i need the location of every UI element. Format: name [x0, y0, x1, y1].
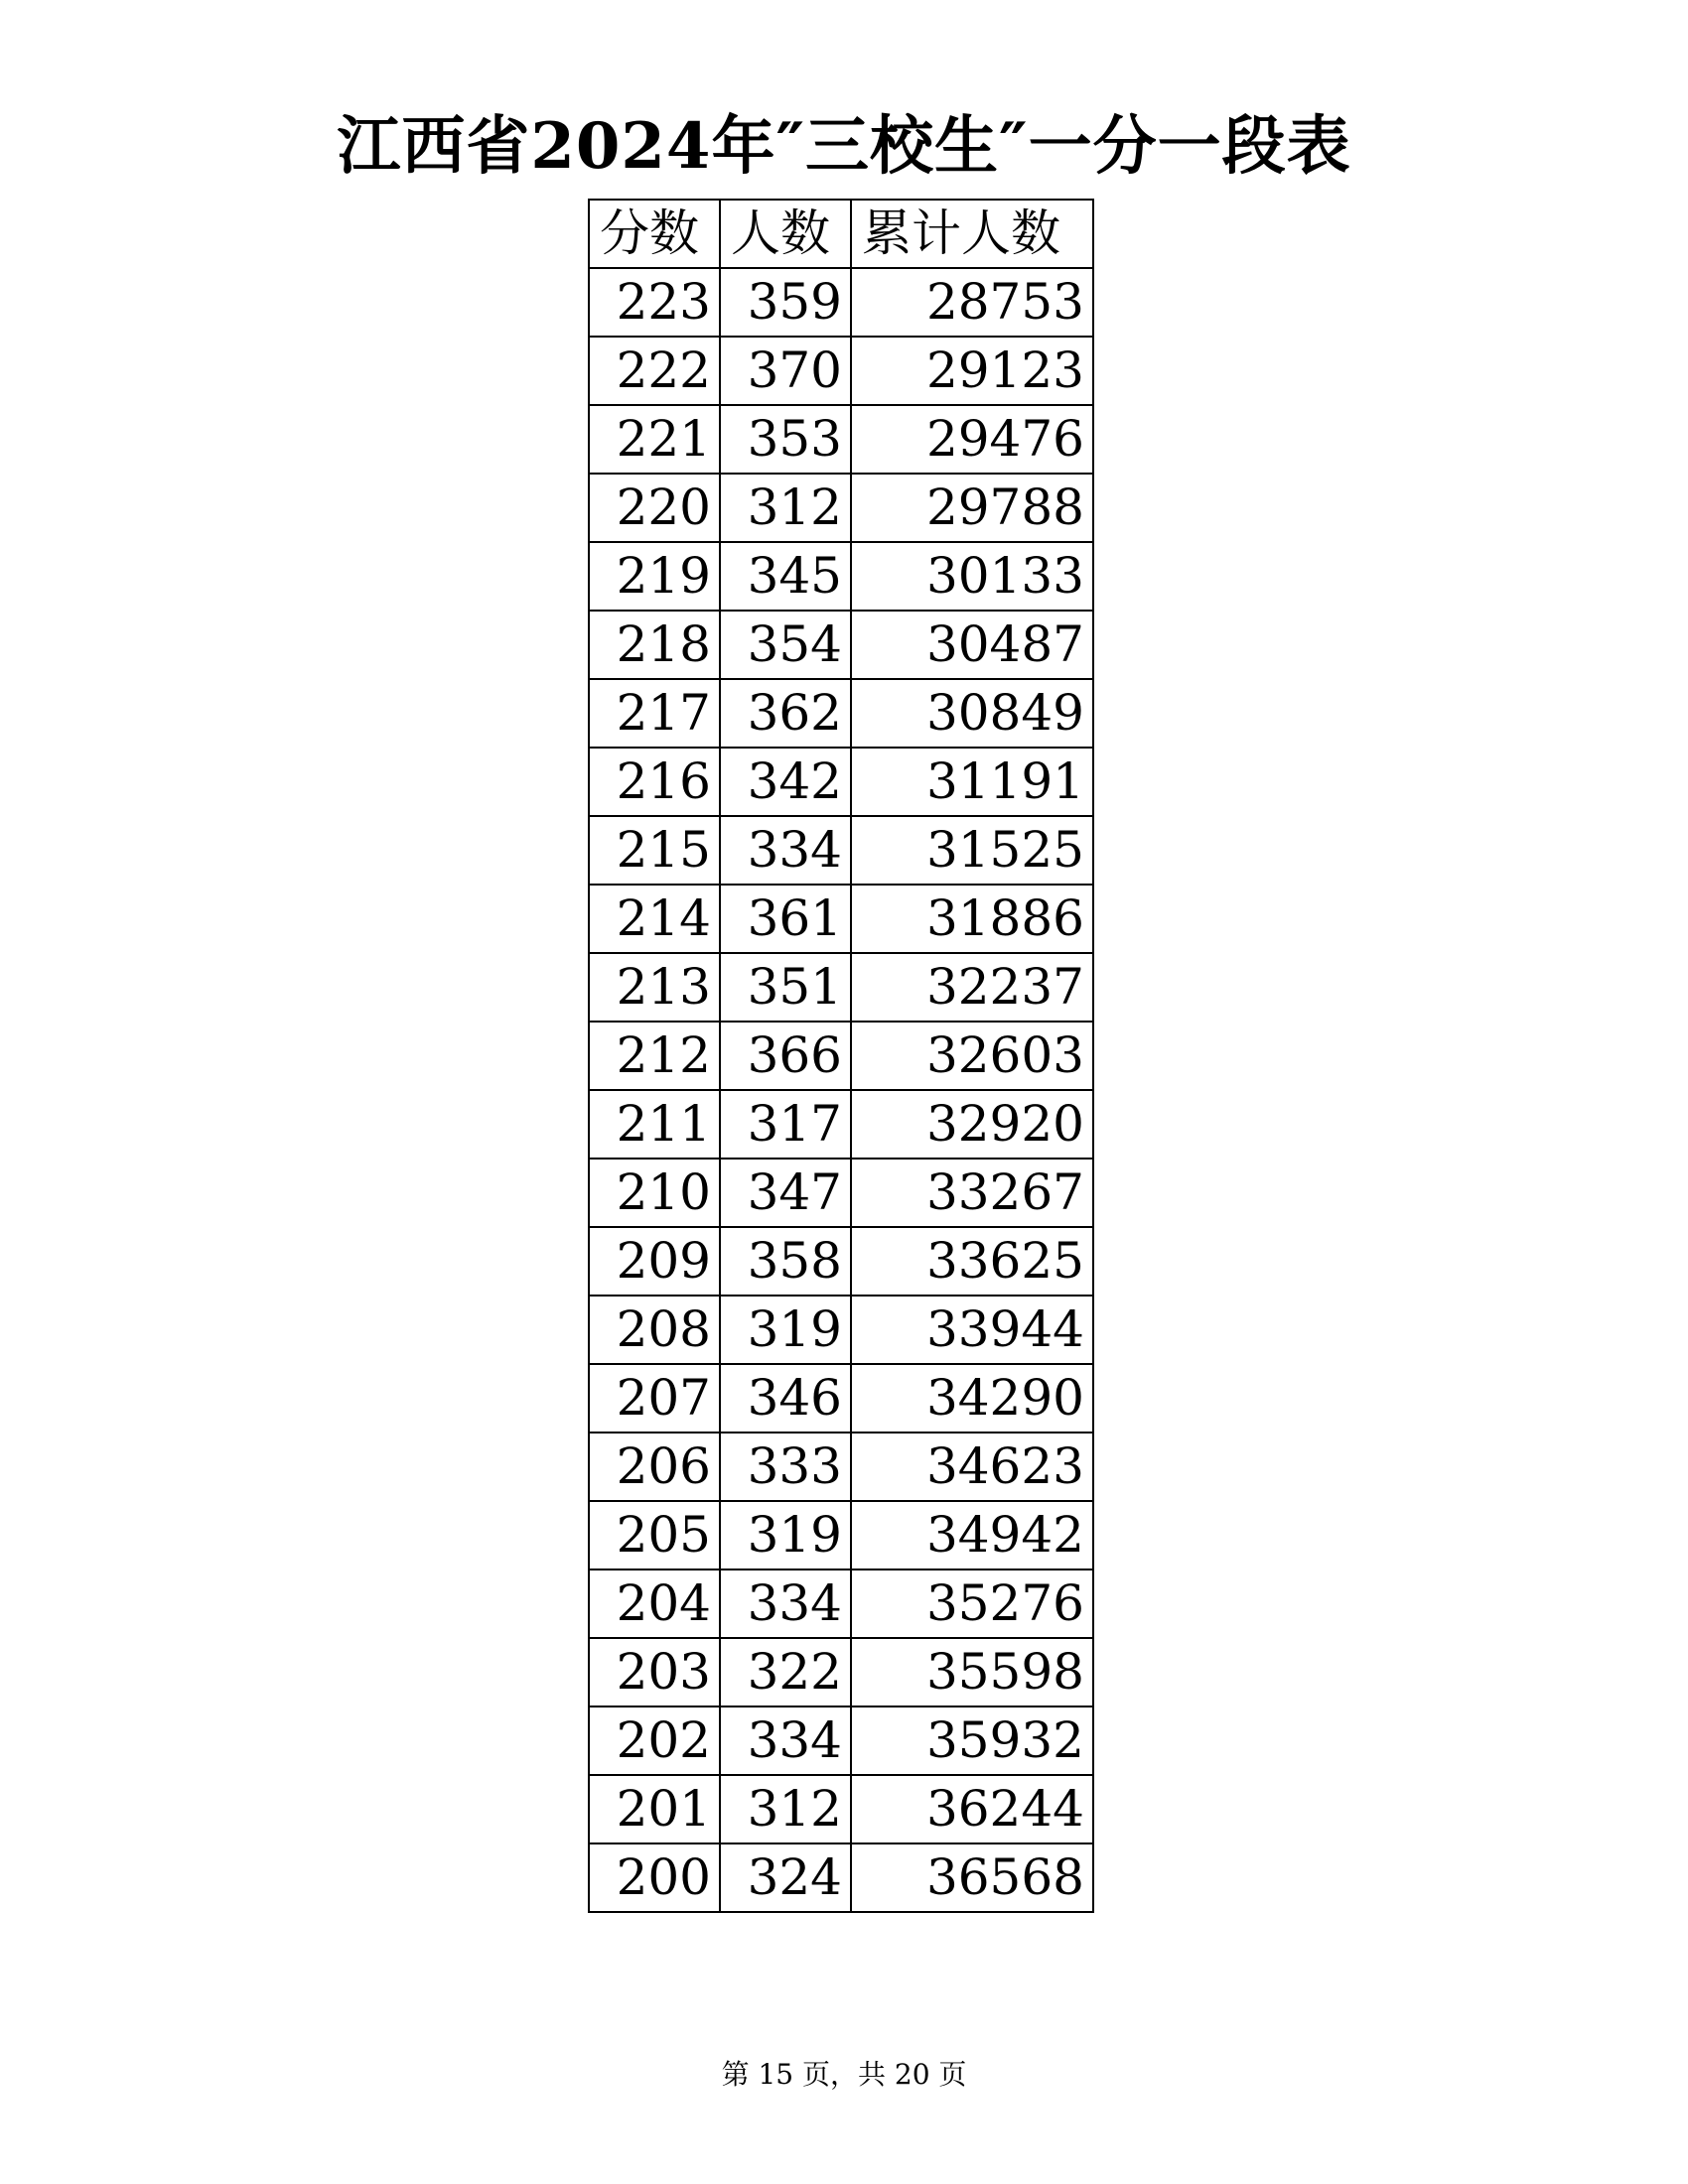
table-row	[589, 1501, 1093, 1570]
table-row	[589, 337, 1093, 405]
cumulative-count-cell: 32237	[851, 953, 1093, 1022]
table-row	[589, 1296, 1093, 1364]
table-row	[589, 1638, 1093, 1706]
table-row	[589, 1159, 1093, 1227]
cumulative-count-cell: 34290	[851, 1364, 1093, 1433]
cumulative-count-cell: 36568	[851, 1843, 1093, 1912]
count-cell: 354	[720, 611, 851, 679]
score-cell: 202	[589, 1706, 720, 1775]
score-cell: 204	[589, 1570, 720, 1638]
header-cumulative: 累计人数	[851, 200, 1093, 268]
table-row	[589, 1570, 1093, 1638]
table-row	[589, 885, 1093, 953]
cumulative-count-cell: 33944	[851, 1296, 1093, 1364]
count-cell: 347	[720, 1159, 851, 1227]
table-row	[589, 1843, 1093, 1912]
count-cell: 324	[720, 1843, 851, 1912]
score-cell: 207	[589, 1364, 720, 1433]
header-count: 人数	[720, 200, 851, 268]
score-cell: 203	[589, 1638, 720, 1706]
table-row	[589, 1706, 1093, 1775]
count-cell: 334	[720, 1570, 851, 1638]
cumulative-count-cell: 31191	[851, 748, 1093, 816]
count-cell: 319	[720, 1296, 851, 1364]
cumulative-count-cell: 29788	[851, 474, 1093, 542]
score-cell: 221	[589, 405, 720, 474]
score-cell: 201	[589, 1775, 720, 1843]
score-cell: 223	[589, 268, 720, 337]
cumulative-count-cell: 28753	[851, 268, 1093, 337]
score-cell: 220	[589, 474, 720, 542]
table-row	[589, 679, 1093, 748]
cumulative-count-cell: 35932	[851, 1706, 1093, 1775]
count-cell: 351	[720, 953, 851, 1022]
score-cell: 214	[589, 885, 720, 953]
table-row	[589, 953, 1093, 1022]
table-row	[589, 1227, 1093, 1296]
cumulative-count-cell: 32920	[851, 1090, 1093, 1159]
count-cell: 319	[720, 1501, 851, 1570]
count-cell: 312	[720, 1775, 851, 1843]
score-cell: 210	[589, 1159, 720, 1227]
score-cell: 216	[589, 748, 720, 816]
table-row	[589, 1775, 1093, 1843]
cumulative-count-cell: 36244	[851, 1775, 1093, 1843]
table-row	[589, 1090, 1093, 1159]
score-cell: 213	[589, 953, 720, 1022]
count-cell: 334	[720, 1706, 851, 1775]
cumulative-count-cell: 35598	[851, 1638, 1093, 1706]
count-cell: 345	[720, 542, 851, 611]
table-row	[589, 474, 1093, 542]
header-score: 分数	[589, 200, 720, 268]
table-body	[589, 268, 1093, 1912]
score-cell: 215	[589, 816, 720, 885]
cumulative-count-cell: 30133	[851, 542, 1093, 611]
count-cell: 342	[720, 748, 851, 816]
count-cell: 322	[720, 1638, 851, 1706]
table-header-row	[589, 200, 1093, 268]
cumulative-count-cell: 29476	[851, 405, 1093, 474]
score-cell: 218	[589, 611, 720, 679]
table-row	[589, 1433, 1093, 1501]
count-cell: 334	[720, 816, 851, 885]
count-cell: 370	[720, 337, 851, 405]
cumulative-count-cell: 34623	[851, 1433, 1093, 1501]
count-cell: 358	[720, 1227, 851, 1296]
cumulative-count-cell: 35276	[851, 1570, 1093, 1638]
score-cell: 212	[589, 1022, 720, 1090]
count-cell: 346	[720, 1364, 851, 1433]
cumulative-count-cell: 33267	[851, 1159, 1093, 1227]
cumulative-count-cell: 33625	[851, 1227, 1093, 1296]
count-cell: 362	[720, 679, 851, 748]
table-row	[589, 1022, 1093, 1090]
count-cell: 312	[720, 474, 851, 542]
cumulative-count-cell: 31525	[851, 816, 1093, 885]
table-row	[589, 405, 1093, 474]
table-row	[589, 748, 1093, 816]
cumulative-count-cell: 30849	[851, 679, 1093, 748]
score-cell: 222	[589, 337, 720, 405]
count-cell: 366	[720, 1022, 851, 1090]
count-cell: 361	[720, 885, 851, 953]
score-cell: 205	[589, 1501, 720, 1570]
table-row	[589, 816, 1093, 885]
table-row	[589, 611, 1093, 679]
cumulative-count-cell: 34942	[851, 1501, 1093, 1570]
table-row	[589, 1364, 1093, 1433]
cumulative-count-cell: 31886	[851, 885, 1093, 953]
score-cell: 219	[589, 542, 720, 611]
score-cell: 209	[589, 1227, 720, 1296]
score-cell: 211	[589, 1090, 720, 1159]
table-row	[589, 268, 1093, 337]
cumulative-count-cell: 30487	[851, 611, 1093, 679]
count-cell: 359	[720, 268, 851, 337]
score-cell: 206	[589, 1433, 720, 1501]
document-title: 江西省2024年″三校生″一分一段表	[337, 109, 1351, 184]
count-cell: 333	[720, 1433, 851, 1501]
score-cell: 208	[589, 1296, 720, 1364]
cumulative-count-cell: 29123	[851, 337, 1093, 405]
page-footer: 第 15 页，共 20 页	[721, 2058, 967, 2091]
score-distribution-table	[588, 199, 1094, 1913]
table-row	[589, 542, 1093, 611]
count-cell: 353	[720, 405, 851, 474]
count-cell: 317	[720, 1090, 851, 1159]
cumulative-count-cell: 32603	[851, 1022, 1093, 1090]
score-cell: 217	[589, 679, 720, 748]
score-cell: 200	[589, 1843, 720, 1912]
